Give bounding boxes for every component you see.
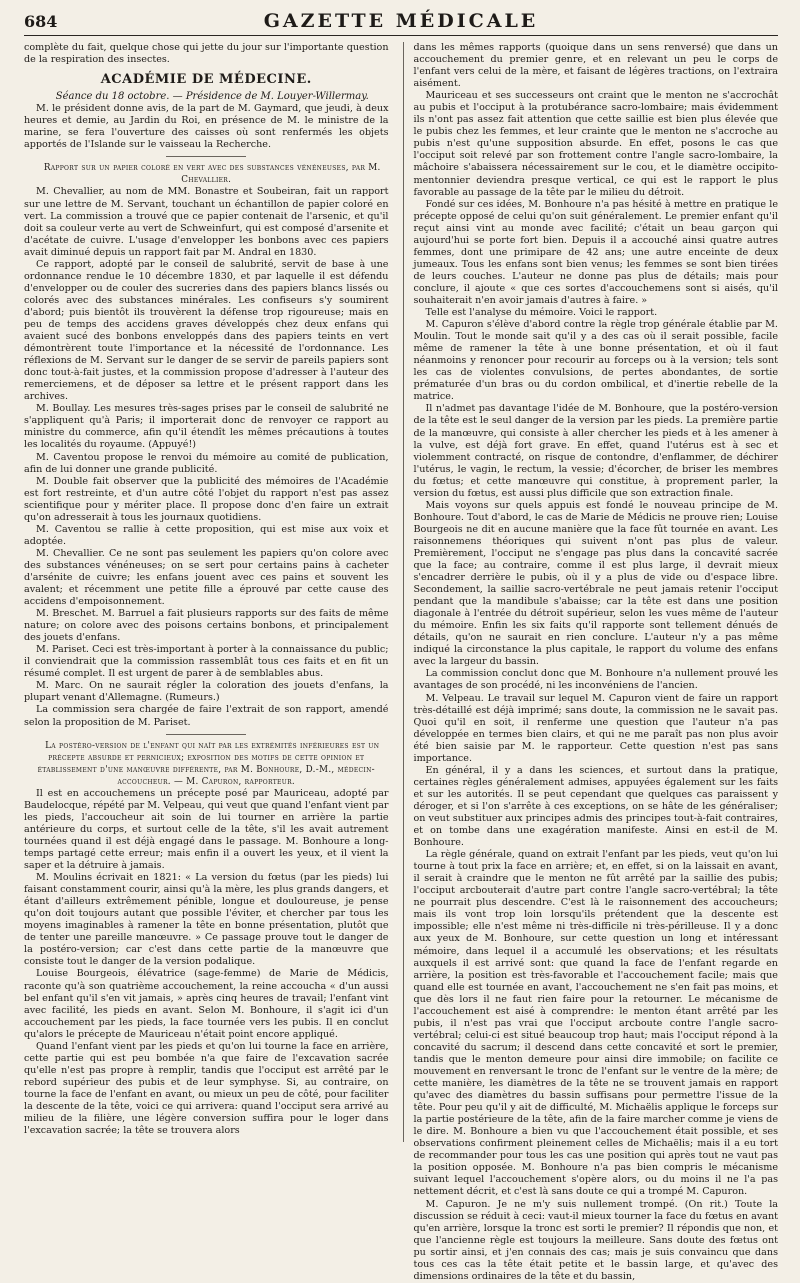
left-column xyxy=(24,42,389,1142)
paragraph: Il est en accouchemens un précepte posé par Mauriceau, adopté par Baudelocque, répété par M. Velpeau, qui veut que quand l'enfant vient par les pieds, l'accoucheur ait soin de lui tourner en arrière la partie antérieure du corps, et surtout celle de la tête, s'il les avait autrement tournées quand il est déjà engagé dans le passage. M. Bonhoure a long-temps partagé cette erreur; mais enfin il a ouvert les yeux, et il vient la saper et la détruire à jamais. xyxy=(24,787,389,872)
paragraph: complète du fait, quelque chose qui jette du jour sur l'importante question de la respiration des insectes. xyxy=(24,42,389,66)
section-heading: ACADÉMIE DE MÉDECINE. xyxy=(100,72,312,88)
paragraph: M. Double fait observer que la publicité des mémoires de l'Académie est fort restreinte, et d'un autre côté l'objet du rapport n'est pas assez scientifique pour y mériter place. Il propose donc d'en faire un extrait qu'on adresserait à tous les journaux quotidiens. xyxy=(24,475,389,523)
paragraph: M. Boullay. Les mesures très-sages prises par le conseil de salubrité ne s'appliquent qu'à Paris; il importerait donc de renvoyer ce rapport au ministre du commerce, afin qu'il étendît les mêmes précautions à toutes les localités du royaume. (Appuyé!) xyxy=(24,403,389,451)
paragraph: Mauriceau et ses successeurs ont craint que le menton ne s'accrochât au pubis et l'occiput à la protubérance sacro-lombaire; mais évidemment ils n'ont pas assez fait attention que cette saillie est bien plus élevée que le pubis chez les femmes, et leur crainte que le menton ne s'accroche au pubis n'est qu'une supposition absurde. En effet, posons le cas que l'occiput soit relevé par son frottement contre l'angle sacro-lombaire, la mâchoire s'abaissera nécessairement sur le cou, et le diamètre occipito-mentonnier deviendra presque vertical, ce qui est le rapport le plus favorable au passage de la tête par le milieu du détroit. xyxy=(413,90,778,198)
paragraph: dans les mêmes rapports (quoique dans un sens renversé) que dans un accouchement du premier genre, et en relevant un peu le corps de l'enfant vers celui de la mère, et faisant de légères tractions, on l'extraira aisément. xyxy=(413,42,778,90)
paragraph: M. Caventou se rallie à cette proposition, qui est mise aux voix et adoptée. xyxy=(24,523,389,547)
session-line: Séance du 18 octobre. — Présidence de M. Louyer-Willermay. xyxy=(55,91,369,103)
paragraph: La commission conclut donc que M. Bonhoure n'a nullement prouvé les avantages de son procédé, ni les inconvéniens de l'ancien. xyxy=(413,668,778,692)
paragraph: La règle générale, quand on extrait l'enfant par les pieds, veut qu'on lui tourne à tout prix la face en arrière; et, en effet, si on la laissait en avant, il serait à craindre que le menton ne fût arrêté par la saillie des pubis; l'occiput arcbouterait d'autre part contre l'angle sacro-vertébral; la tête ne pourrait plus descendre. C'est là le raisonnement des accoucheurs; mais ils vont trop loin lorsqu'ils prétendent que la descente est impossible; elle n'est même ni très-difficile ni très-périlleuse. Il y a donc aux yeux de M. Bonhoure, sur cette question un long et intéressant mémoire, dans lequel il a accumulé les observations; et les résultats auxquels il est arrivé sont: que quand la face de l'enfant regarde en arrière, la position est très-favorable et l'accouchement facile; mais que quand elle est tournée en avant, l'accouchement ne s'en fait pas moins, et que dès lors il ne faut rien faire pour la retourner. Le mécanisme de l'accouchement est aisé à comprendre: le menton étant arrêté par les pubis, il n'est pas vrai que l'occiput arcboute contre l'angle sacro-vertébral; celui-ci est situé beaucoup trop haut; mais l'occiput répond à la concavité du sacrum; il descend dans cette concavité et sort le premier, tandis que le menton demeure pour ainsi dire immobile; on facilite ce mouvement en renversant le tronc de l'enfant sur le ventre de la mère; de cette manière, les diamètres de la tête ne se trouvent jamais en rapport qu'avec des diamètres du bassin suffisans pour permettre l'issue de la tête. Pour peu qu'il y ait de difficulté, M. Michaëlis applique le forceps sur la partie postérieure de la tête, afin de la faire marcher comme je viens de le dire. M. Bonhoure a bien vu que l'accouchement était possible, et ses observations confirment pleinement celles de Michaëlis; mais il a eu tort de recommander pour tous les cas une position qui après tout ne vaut pas la position opposée. M. Bonhoure n'a pas bien compris le mécanisme suivant lequel l'accouchement s'opère alors, ou du moins il ne l'a pas nettement décrit, et c'est là sans doute ce qui a trompé M. Capuron. xyxy=(413,849,778,1198)
paragraph: M. Marc. On ne saurait régler la coloration des jouets d'enfans, la plupart venant d'Allemagne. (Rumeurs.) xyxy=(24,680,389,704)
paragraph: Mais voyons sur quels appuis est fondé le nouveau principe de M. Bonhoure. Tout d'abord, le cas de Marie de Médicis ne prouve rien; Louise Bourgeois ne dit en aucune manière que la face fût tournée en avant. Les raisonnemens théoriques qui suivent n'ont pas plus de valeur. Premièrement, l'occiput ne s'engage pas plus dans la concavité sacrée que la face; au contraire, comme il est plus large, il devrait mieux s'encadrer derrière le pubis, où il y a plus de vide ou d'espace libre. Secondement, la saillie sacro-vertébrale ne peut jamais retenir l'occiput pendant que la mandibule s'abaisse; car la tête est dans une position diagonale à l'entrée du détroit supérieur, selon les vues même de l'auteur du mémoire. Enfin les six faits qu'il rapporte sont tellement dénués de détails, qu'on ne saurait en rien conclure. L'auteur n'y a pas même indiqué la circonstance la plus capitale, le rapport du volume des enfans avec la largeur du bassin. xyxy=(413,499,778,668)
right-column xyxy=(403,42,779,1282)
journal-title: GAZETTE MÉDICALE xyxy=(263,10,539,32)
page-header xyxy=(24,10,778,36)
paragraph: Telle est l'analyse du mémoire. Voici le rapport. xyxy=(425,307,658,319)
report-title: Rapport sur un papier coloré en vert avec des substances vénéneuses, par M. Chevallier. xyxy=(43,163,381,186)
paragraph: M. Capuron s'élève d'abord contre la règle trop générale établie par M. Moulin. Tout le monde sait qu'il y a des cas où il serait possible, facile même de ramener la tête à une bonne présentation, et où il faut néanmoins y renoncer pour recourir au forceps ou à la version; tels sont les cas de violentes convulsions, de pertes abondantes, de sortie prématurée d'un bras ou du cordon ombilical, et d'inertie rebelle de la matrice. xyxy=(413,319,778,403)
paragraph: M. Caventou propose le renvoi du mémoire au comité de publication, afin de lui donner une grande publicité. xyxy=(24,451,389,475)
paragraph: En général, il y a dans les sciences, et surtout dans la pratique, certaines règles généralement admises, appuyées également sur les faits et sur les autorités. Il se peut cependant que quelques cas paraissent y déroger, et si l'on s'arrête à ces exceptions, on se hâte de les généraliser; on veut substituer aux principes admis des principes tout-à-fait contraires, et on tombe dans une exagération manifeste. Ainsi en est-il de M. Bonhoure. xyxy=(413,764,778,849)
paragraph: M. le président donne avis, de la part de M. Gaymard, que jeudi, à deux heures et demie, au Jardin du Roi, en présence de M. le ministre de la marine, se fera l'ouverture des caisses où sont renfermés les objets apportés de l'Islande sur le vaisseau la Recherche. xyxy=(24,103,389,151)
paragraph: La commission sera chargée de faire l'extrait de son rapport, amendé selon la proposition de M. Pariset. xyxy=(24,704,389,728)
report-title: La postéro-version de l'enfant qui naît par les extrémités inférieures est un précepte absurde et pernicieux; exposition des motifs de cette opinion et établissement d'une manœuvre différente, par M. Bonhoure, D.-M., médecin-accoucheur. — M. Capuron, rapporteur. xyxy=(37,740,380,787)
divider xyxy=(166,734,246,735)
paragraph: M. Capuron. Je ne m'y suis nullement trompé. (On rit.) Toute la discussion se réduit à ceci: vaut-il mieux tourner la face du fœtus en avant qu'en arrière, lorsque la tronc est sorti le premier? Il répondis que non, et que l'ancienne règle est toujours la meilleure. Sans doute des fœtus ont pu sortir ainsi, et j'en connais des cas; mais je suis convaincu que dans tous ces cas la tête était petite et le bassin large, et qu'avec des dimensions ordinaires de la tête et du bassin, xyxy=(413,1198,778,1282)
paragraph: M. Chevallier, au nom de MM. Bonastre et Soubeiran, fait un rapport sur une lettre de M. Servant, touchant un échantillon de papier coloré en vert. La commission a trouvé que ce papier contenait de l'arsenic, et qu'il doit sa couleur verte au vert de Schweinfurt, qui est composé d'arsenite et d'acétate de cuivre. L'usage d'envelopper les bonbons avec ces papiers avait diminué depuis un rapport fait par M. Andral en 1830. xyxy=(24,186,389,258)
paragraph: M. Moulins écrivait en 1821: « La version du fœtus (par les pieds) lui faisant constamment courir, ainsi qu'à la mère, les plus grands dangers, et étant d'ailleurs extrêmement pénible, longue et douloureuse, je pense qu'on doit toujours autant que possible l'éviter, et chercher par tous les moyens imaginables à ramener la tête en bonne présentation, plutôt que de tenter une pareille manœuvre. » Ce passage prouve tout le danger de la postéro-version; car c'est dans cette partie de la manœuvre que consiste tout le danger de la version podalique. xyxy=(24,872,389,968)
paragraph: M. Chevallier. Ce ne sont pas seulement les papiers qu'on colore avec des substances vénéneuses; on se sert pour certains pains à cacheter d'arsénite de cuivre; les enfans jouent avec ces pains et souvent les avalent; et récemment une petite fille a éprouvé par cette cause des accidens d'empoisonnement. xyxy=(24,547,389,608)
paragraph: M. Velpeau. Le travail sur lequel M. Capuron vient de faire un rapport très-détaillé est déjà imprimé; sans doute, la commission ne le savait pas. Quoi qu'il en soit, il renferme une question que l'auteur n'a pas développée en termes bien clairs, et qui ne me paraît pas non plus avoir été bien saisie par M. le rapporteur. Cette question n'est pas sans importance. xyxy=(413,692,778,764)
paragraph: Il n'admet pas davantage l'idée de M. Bonhoure, que la postéro-version de la tête est le seul danger de la version par les pieds. La première partie de la manœuvre, qui consiste à aller chercher les pieds et à les amener à la vulve, est déjà fort grave. En effet, quand l'utérus est à sec et violemment contracté, on risque de contondre, d'enflammer, de déchirer l'utérus, le vagin, le rectum, la vessie; d'écorcher, de briser les membres du fœtus; et cette manœuvre qui constitue, à proprement parler, la version du fœtus, est aussi plus difficile que son extraction finale. xyxy=(413,403,778,499)
page-number: 684 xyxy=(24,12,58,31)
paragraph: M. Pariset. Ceci est très-important à porter à la connaissance du public; il conviendrait que la commission rassemblât tous ces faits et en fit un résumé complet. Il est urgent de parer à de semblables abus. xyxy=(24,644,389,680)
paragraph: Quand l'enfant vient par les pieds et qu'on lui tourne la face en arrière, cette partie qui est peu bombée n'a que faire de l'excavation sacrée qu'elle n'est pas propre à remplir, tandis que l'occiput est arrêté par le rebord supérieur des pubis et de leur symphyse. Si, au contraire, on tourne la face de l'enfant en avant, ou mieux un peu de côté, pour faciliter la descente de la tête, voici ce qui arrivera: quand l'occiput sera arrivé au milieu de la filière, une légère conversion suffira pour le loger dans l'excavation sacrée; la tête se trouvera alors xyxy=(24,1040,389,1137)
text-columns xyxy=(24,42,778,1282)
paragraph: Louise Bourgeois, élévatrice (sage-femme) de Marie de Médicis, raconte qu'à son quatrième accouchement, la reine accoucha « d'un aussi bel enfant qu'il s'en vit jamais, » après cinq heures de travail; l'enfant vint avec facilité, les pieds en avant. Selon M. Bonhoure, il s'agit ici d'un accouchement par les pieds, la face tournée vers les pubis. Il en conclut qu'alors le précepte de Mauriceau n'était point encore appliqué. xyxy=(24,968,389,1040)
paragraph: M. Breschet. M. Barruel a fait plusieurs rapports sur des faits de même nature; on colore avec des poisons certains bonbons, et principalement des jouets d'enfans. xyxy=(24,608,389,644)
divider xyxy=(166,156,246,157)
paragraph: Ce rapport, adopté par le conseil de salubrité, servit de base à une ordonnance rendue le 10 décembre 1830, et par laquelle il est défendu d'envelopper ou de couler des sucreries dans des papiers blancs lissés ou colorés avec des substances minérales. Les confiseurs s'y soumirent d'abord; puis bientôt ils trouvèrent la défense trop rigoureuse; mais en peu de temps des accidens graves développés chez deux enfans qui avaient sucé des bonbons enveloppés dans des papiers teints en vert démontrèrent toute l'importance et la nécessité de l'ordonnance. Les réflexions de M. Servant sur le danger de se servir de pareils papiers sont donc tout-à-fait justes, et la commission propose d'adresser à l'auteur des remerciemens, et de déposer sa lettre et le présent rapport dans les archives. xyxy=(24,258,389,403)
paragraph: Fondé sur ces idées, M. Bonhoure n'a pas hésité à mettre en pratique le précepte opposé de celui qu'on suit généralement. Le premier enfant qu'il reçut ainsi vint au monde avec facilité; c'était un beau garçon qui aujourd'hui se porte fort bien. Depuis il a accouché ainsi quatre autres femmes, dont une primipare de 42 ans; une autre enceinte de deux jumeaux. Tous les enfans sont bien venus; les femmes se sont bien tirées de leurs couches. L'auteur ne donne pas plus de détails; mais pour conclure, il ajoute « que ces sortes d'accouchemens sont si aisés, qu'il souhaiterait n'en avoir jamais d'autres à faire. » xyxy=(413,198,778,306)
